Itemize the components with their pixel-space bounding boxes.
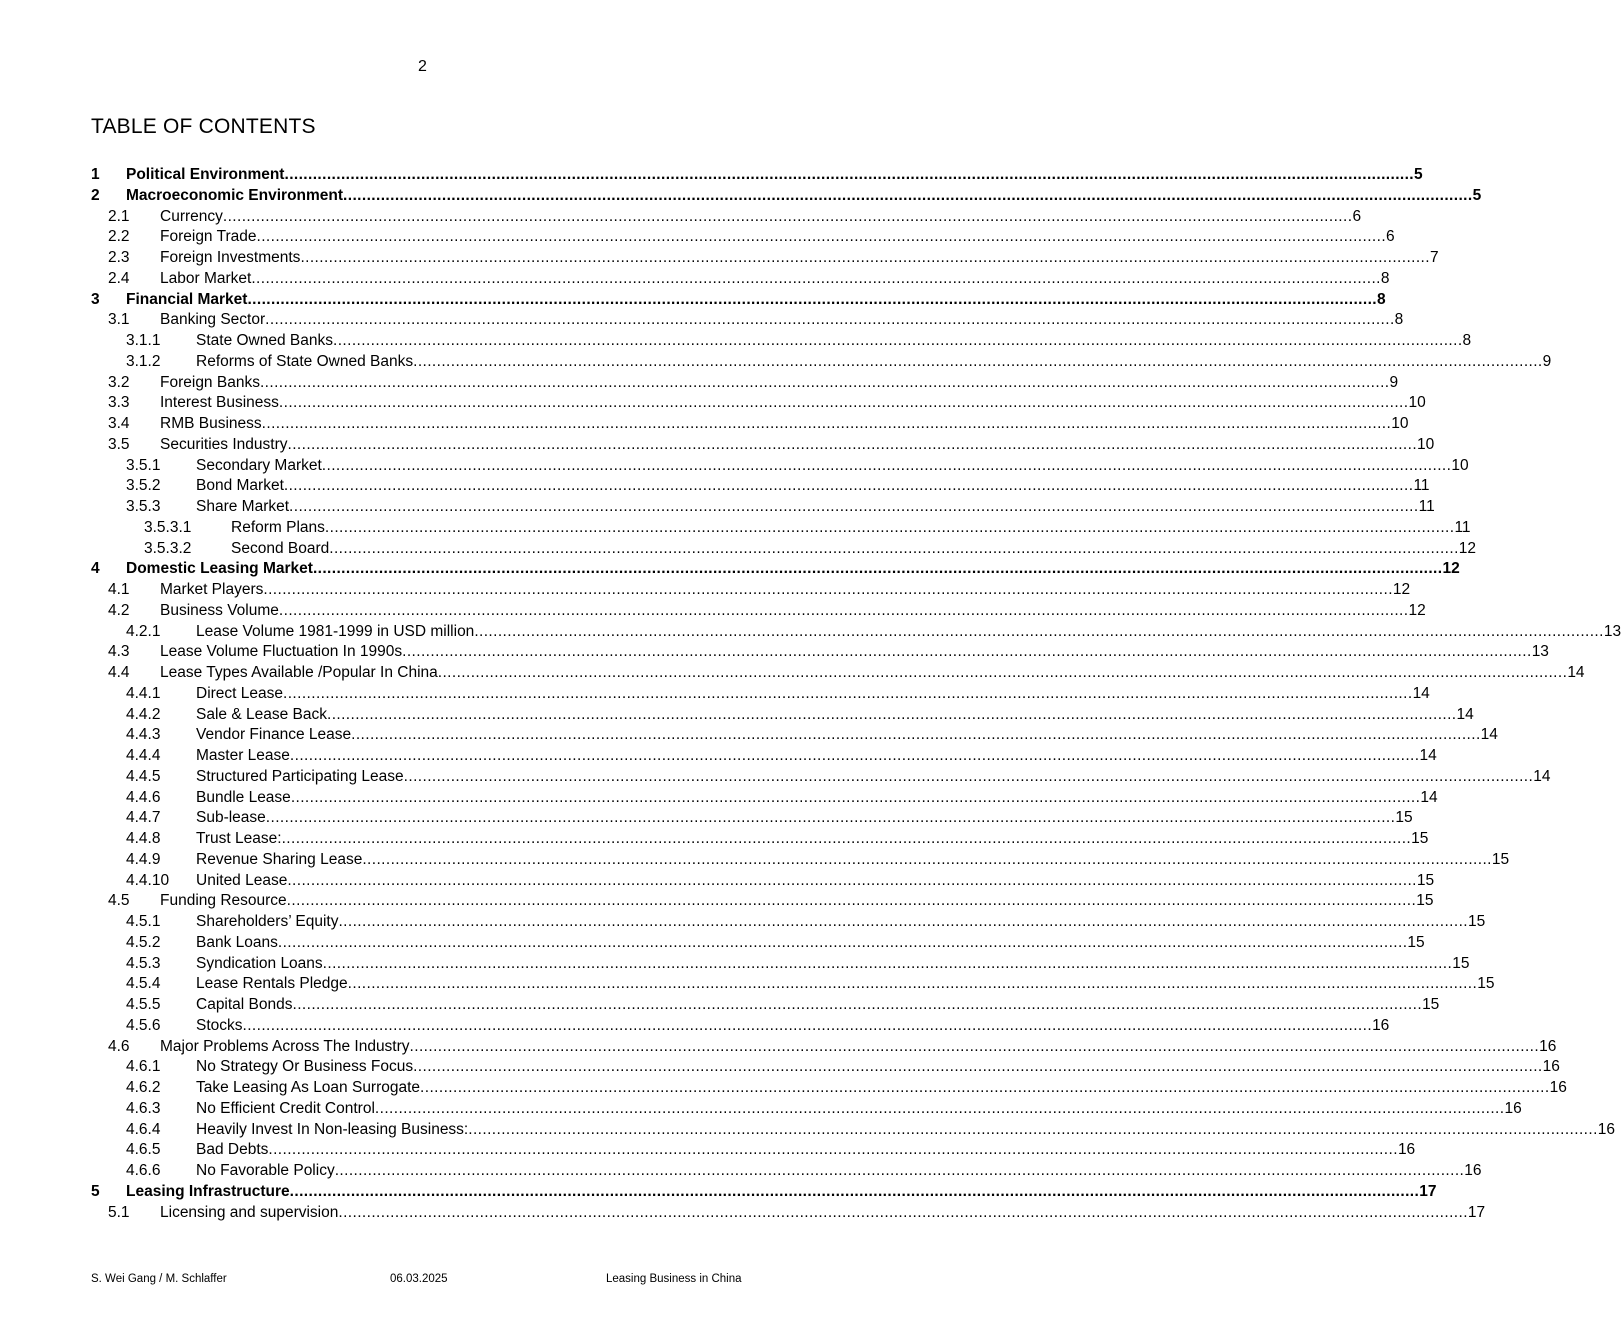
toc-entry[interactable]: [91, 808, 1413, 829]
toc-entry-number: 4.5.1: [126, 913, 161, 930]
toc-entry[interactable]: [91, 829, 1429, 850]
toc-entry-title: Syndication Loans: [196, 954, 323, 972]
toc-entry-number: 3: [91, 290, 100, 308]
toc-entry-title: Secondary Market: [196, 456, 322, 474]
toc-leader-dots: [325, 518, 1455, 539]
toc-entry[interactable]: [91, 393, 1426, 414]
toc-entry-number: 4.4.3: [126, 726, 161, 744]
toc-entry[interactable]: [91, 559, 1460, 580]
toc-entry-number: 5.1: [108, 1203, 130, 1221]
toc-entry-page: 11: [1418, 498, 1435, 515]
footer-date: 06.03.2025: [390, 1273, 448, 1285]
toc-entry[interactable]: [91, 912, 1486, 933]
toc-entry[interactable]: [91, 850, 1510, 871]
toc-entry-title: Take Leasing As Loan Surrogate: [196, 1079, 421, 1096]
toc-entry-page: 14: [1456, 705, 1474, 723]
toc-leader-dots: [410, 1037, 1540, 1058]
toc-leader-dots: [268, 1140, 1398, 1161]
toc-entry-page: 8: [1394, 311, 1404, 329]
toc-entry-number: 4.4.10: [126, 871, 170, 889]
toc-leader-dots: [260, 373, 1390, 394]
toc-entry-page: 14: [1533, 767, 1551, 785]
toc-entry[interactable]: [91, 331, 1472, 352]
toc-entry[interactable]: [91, 622, 1621, 643]
toc-entry[interactable]: [91, 165, 1423, 186]
toc-entry-title: Second Board: [231, 539, 330, 557]
toc-entry-page: 9: [1389, 373, 1399, 391]
toc-entry[interactable]: [91, 1140, 1416, 1161]
toc-entry-title: No Strategy Or Business Focus: [196, 1058, 414, 1076]
toc-entry-page: 16: [1549, 1079, 1567, 1096]
toc-leader-dots: [438, 663, 1568, 684]
toc-entry-number: 4.5.4: [126, 975, 161, 993]
toc-entry-page: 8: [1462, 332, 1472, 349]
toc-leader-dots: [288, 435, 1418, 456]
toc-entry-title: Lease Volume 1981-1999 in USD million: [196, 622, 475, 640]
toc-leader-dots: [348, 974, 1478, 995]
toc-entry-number: 4.2.1: [126, 622, 161, 640]
toc-entry-number: 4.4: [108, 664, 130, 681]
toc-entry[interactable]: [91, 414, 1409, 435]
toc-entry-page: 10: [1408, 394, 1426, 412]
toc-entry-page: 15: [1411, 830, 1429, 847]
toc-entry-title: Bank Loans: [196, 933, 278, 951]
toc-entry[interactable]: [91, 310, 1404, 331]
toc-entry[interactable]: [91, 456, 1469, 477]
toc-entry-number: 4.5.2: [126, 933, 161, 951]
toc-entry-number: 2.1: [108, 207, 130, 225]
toc-entry-page: 16: [1504, 1099, 1522, 1117]
toc-entry-page: 12: [1392, 581, 1411, 598]
toc-entry-number: 4.5.6: [126, 1016, 161, 1034]
toc-entry-number: 2: [91, 186, 100, 204]
toc-leader-dots: [283, 684, 1413, 705]
toc-entry-title: RMB Business: [160, 415, 262, 432]
toc-entry[interactable]: [91, 1161, 1482, 1182]
toc-entry[interactable]: [91, 995, 1440, 1016]
toc-entry-title: Revenue Sharing Lease: [196, 850, 363, 868]
toc-entry-page: 12: [1458, 539, 1477, 557]
toc-entry-number: 2.4: [108, 269, 130, 287]
toc-entry-page: 6: [1386, 228, 1395, 246]
toc-entry[interactable]: [91, 891, 1434, 912]
toc-leader-dots: [282, 829, 1412, 850]
toc-entry-title: Labor Market: [160, 269, 252, 287]
toc-entry-title: Bad Debts: [196, 1141, 269, 1159]
toc-entry-number: 4.4.2: [126, 705, 161, 723]
toc-leader-dots: [313, 559, 1443, 580]
toc-entry-page: 16: [1372, 1016, 1390, 1034]
toc-entry[interactable]: [91, 207, 1362, 228]
toc-entry-title: Domestic Leasing Market: [126, 560, 313, 578]
toc-entry-number: 3.1: [108, 311, 130, 329]
toc-entry-page: 8: [1377, 290, 1386, 308]
toc-entry[interactable]: [91, 871, 1435, 892]
toc-entry-page: 7: [1429, 249, 1439, 266]
toc-entry[interactable]: [91, 705, 1474, 726]
toc-entry-title: Leasing Infrastructure: [126, 1182, 290, 1200]
toc-leader-dots: [287, 871, 1417, 892]
toc-leader-dots: [338, 912, 1468, 933]
toc-entry-title: Funding Resource: [160, 892, 287, 910]
toc-leader-dots: [284, 476, 1414, 497]
toc-leader-dots: [474, 622, 1604, 643]
toc-entry-number: 4.6.6: [126, 1162, 161, 1179]
toc-entry-title: Business Volume: [160, 601, 279, 619]
toc-leader-dots: [333, 331, 1463, 352]
toc-entry-title: Stocks: [196, 1016, 243, 1034]
toc-entry[interactable]: [91, 746, 1437, 767]
toc-leader-dots: [263, 580, 1393, 601]
toc-entry-page: 10: [1417, 435, 1435, 453]
toc-leader-dots: [375, 1099, 1505, 1120]
toc-entry-number: 4.4.8: [126, 830, 161, 847]
toc-leader-dots: [322, 456, 1452, 477]
toc-entry-page: 16: [1597, 1120, 1616, 1138]
toc-entry-number: 4.4.1: [126, 684, 161, 702]
toc-entry[interactable]: [91, 1182, 1437, 1203]
toc-entry-number: 4.2: [108, 601, 130, 619]
toc-entry-title: Sub-lease: [196, 809, 266, 827]
toc-entry-page: 14: [1420, 788, 1438, 806]
toc-entry-page: 15: [1477, 975, 1495, 993]
toc-entry[interactable]: [91, 933, 1425, 954]
toc-leader-dots: [300, 248, 1430, 269]
toc-entry-page: 14: [1480, 726, 1498, 744]
toc-entry[interactable]: [91, 290, 1386, 311]
toc-entry-page: 8: [1380, 269, 1390, 287]
toc-entry-title: Licensing and supervision: [160, 1203, 339, 1221]
toc-entry-title: Foreign Investments: [160, 249, 301, 266]
page-number: 2: [418, 58, 427, 75]
toc-leader-dots: [413, 352, 1543, 373]
toc-entry-page: 11: [1454, 518, 1471, 536]
toc-entry[interactable]: [91, 601, 1426, 622]
toc-entry-title: Political Environment: [126, 166, 285, 183]
toc-entry-title: Direct Lease: [196, 684, 284, 702]
toc-entry-title: Currency: [160, 207, 223, 225]
toc-entry[interactable]: [91, 518, 1471, 539]
toc-entry-title: No Favorable Policy: [196, 1162, 335, 1179]
toc-entry-title: Reforms of State Owned Banks: [196, 352, 414, 370]
toc-leader-dots: [420, 1078, 1550, 1099]
table-of-contents: [91, 165, 1621, 1223]
toc-entry-number: 3.3: [108, 394, 130, 412]
toc-entry-page: 13: [1531, 643, 1549, 661]
toc-entry[interactable]: [91, 725, 1498, 746]
toc-leader-dots: [329, 539, 1459, 560]
toc-entry[interactable]: [91, 476, 1430, 497]
toc-entry[interactable]: [91, 1099, 1522, 1120]
toc-entry-title: Heavily Invest In Non-leasing Business:: [196, 1120, 469, 1138]
toc-entry-number: 4.4.4: [126, 747, 161, 764]
toc-leader-dots: [293, 995, 1423, 1016]
toc-leader-dots: [223, 207, 1353, 228]
toc-entry-number: 5: [91, 1182, 100, 1200]
toc-entry-number: 4.4.7: [126, 809, 161, 827]
toc-entry[interactable]: [91, 248, 1439, 269]
toc-leader-dots: [351, 725, 1481, 746]
toc-entry-page: 6: [1352, 207, 1362, 225]
toc-entry-page: 15: [1416, 871, 1435, 889]
toc-leader-dots: [287, 891, 1417, 912]
toc-entry[interactable]: [91, 269, 1390, 290]
toc-entry-number: 4.5: [108, 892, 130, 910]
toc-entry-title: Major Problems Across The Industry: [160, 1037, 410, 1055]
toc-leader-dots: [468, 1120, 1598, 1141]
toc-entry-page: 10: [1391, 415, 1409, 432]
toc-entry-number: 3.5.3.2: [144, 539, 192, 557]
toc-entry-title: Financial Market: [126, 290, 248, 308]
toc-entry[interactable]: [91, 767, 1551, 788]
toc-entry-page: 15: [1468, 913, 1486, 930]
toc-entry-page: 10: [1451, 456, 1469, 474]
toc-entry[interactable]: [91, 580, 1411, 601]
toc-entry-number: 4.5.5: [126, 996, 161, 1013]
toc-entry-title: Lease Rentals Pledge: [196, 975, 348, 993]
toc-entry-page: 16: [1542, 1058, 1560, 1076]
toc-entry-title: Interest Business: [160, 394, 279, 412]
toc-entry-page: 16: [1539, 1037, 1557, 1055]
toc-entry-title: Capital Bonds: [196, 996, 293, 1013]
toc-entry-number: 3.5.2: [126, 477, 161, 495]
toc-entry-page: 15: [1407, 933, 1425, 951]
toc-entry-page: 17: [1467, 1203, 1486, 1221]
toc-entry[interactable]: [91, 497, 1435, 518]
toc-entry-number: 2.2: [108, 228, 130, 246]
toc-leader-dots: [279, 601, 1409, 622]
toc-leader-dots: [404, 767, 1534, 788]
toc-leader-dots: [243, 1016, 1373, 1037]
toc-entry-number: 4.4.5: [126, 767, 161, 785]
footer-document-title: Leasing Business in China: [606, 1273, 742, 1285]
toc-entry[interactable]: [91, 227, 1395, 248]
toc-entry-page: 14: [1412, 684, 1430, 702]
toc-entry-title: Sale & Lease Back: [196, 705, 327, 723]
footer-authors: S. Wei Gang / M. Schlaffer: [91, 1273, 227, 1285]
toc-entry[interactable]: [91, 1037, 1557, 1058]
toc-entry-number: 4.4.6: [126, 788, 161, 806]
toc-leader-dots: [323, 954, 1453, 975]
toc-entry-number: 4.6.4: [126, 1120, 161, 1138]
toc-entry-number: 4.4.9: [126, 850, 161, 868]
toc-entry-page: 12: [1408, 601, 1426, 619]
toc-entry-page: 5: [1472, 186, 1482, 204]
toc-entry-number: 4.5.3: [126, 954, 161, 972]
toc-entry-page: 15: [1452, 954, 1470, 972]
toc-entry-page: 15: [1491, 850, 1510, 868]
toc-entry[interactable]: [91, 663, 1585, 684]
toc-entry-number: 4.6.2: [126, 1079, 161, 1096]
toc-leader-dots: [338, 1203, 1468, 1224]
toc-entry-page: 15: [1395, 809, 1413, 827]
toc-entry-page: 15: [1416, 892, 1434, 910]
toc-entry-title: Trust Lease:: [196, 830, 282, 847]
toc-entry-page: 16: [1397, 1141, 1416, 1159]
toc-entry-title: No Efficient Credit Control: [196, 1099, 375, 1117]
toc-entry-title: Banking Sector: [160, 311, 266, 329]
toc-entry-title: Foreign Trade: [160, 228, 257, 246]
toc-entry[interactable]: [91, 1057, 1560, 1078]
toc-leader-dots: [278, 933, 1408, 954]
toc-entry-title: Bundle Lease: [196, 788, 291, 806]
toc-entry-number: 3.5.3.1: [144, 518, 192, 536]
toc-leader-dots: [257, 227, 1387, 248]
toc-entry[interactable]: [91, 539, 1477, 560]
toc-leader-dots: [247, 290, 1377, 311]
toc-entry-title: United Lease: [196, 871, 288, 889]
toc-leader-dots: [335, 1161, 1465, 1182]
toc-leader-dots: [265, 310, 1395, 331]
toc-leader-dots: [290, 1182, 1420, 1203]
toc-entry[interactable]: [91, 1078, 1567, 1099]
toc-entry-page: 17: [1419, 1182, 1437, 1200]
toc-entry-number: 3.1.1: [126, 332, 161, 349]
toc-entry-title: Market Players: [160, 581, 264, 598]
toc-entry-page: 5: [1414, 166, 1423, 183]
toc-entry[interactable]: [91, 684, 1430, 705]
toc-entry[interactable]: [91, 1016, 1390, 1037]
toc-entry-number: 4.6.3: [126, 1099, 161, 1117]
toc-entry[interactable]: [91, 435, 1435, 456]
toc-entry-page: 16: [1464, 1162, 1482, 1179]
toc-entry-page: 14: [1567, 664, 1585, 681]
toc-entry-title: Master Lease: [196, 747, 290, 764]
toc-entry-number: 3.1.2: [126, 352, 161, 370]
toc-entry-number: 4: [91, 560, 100, 578]
toc-entry-title: Lease Types Available /Popular In China: [160, 664, 438, 681]
toc-leader-dots: [413, 1057, 1543, 1078]
toc-entry-title: Structured Participating Lease: [196, 767, 404, 785]
toc-entry-number: 3.2: [108, 373, 130, 391]
toc-entry-number: 1: [91, 166, 100, 183]
toc-entry-number: 4.3: [108, 643, 130, 661]
toc-entry-page: 15: [1422, 996, 1440, 1013]
toc-leader-dots: [262, 414, 1392, 435]
toc-entry-number: 4.6.1: [126, 1058, 161, 1076]
toc-entry-title: Vendor Finance Lease: [196, 726, 352, 744]
toc-entry-title: Securities Industry: [160, 435, 288, 453]
toc-leader-dots: [266, 808, 1396, 829]
toc-entry-page: 14: [1419, 747, 1437, 764]
toc-entry[interactable]: [91, 642, 1549, 663]
toc-entry-number: 4.6.5: [126, 1141, 161, 1159]
page-title: TABLE OF CONTENTS: [91, 115, 316, 138]
toc-entry[interactable]: [91, 352, 1552, 373]
toc-entry[interactable]: [91, 974, 1495, 995]
toc-entry-page: 11: [1413, 477, 1430, 495]
toc-leader-dots: [327, 705, 1457, 726]
toc-entry-title: Bond Market: [196, 477, 284, 495]
toc-leader-dots: [402, 642, 1532, 663]
toc-entry-number: 4.1: [108, 581, 130, 598]
toc-leader-dots: [289, 497, 1419, 518]
toc-entry-title: Reform Plans: [231, 518, 325, 536]
toc-entry-title: Lease Volume Fluctuation In 1990s: [160, 643, 403, 661]
toc-entry-number: 4.6: [108, 1037, 130, 1055]
toc-entry-number: 2.3: [108, 249, 130, 266]
toc-leader-dots: [343, 186, 1473, 207]
toc-entry-number: 3.5.1: [126, 456, 161, 474]
toc-leader-dots: [291, 788, 1421, 809]
toc-leader-dots: [284, 165, 1414, 186]
toc-entry-number: 3.5.3: [126, 498, 161, 515]
toc-entry-title: Shareholders’ Equity: [196, 913, 339, 930]
toc-entry-title: Share Market: [196, 498, 290, 515]
toc-entry-number: 3.5: [108, 435, 130, 453]
toc-entry[interactable]: [91, 788, 1438, 809]
toc-entry[interactable]: [91, 1203, 1486, 1224]
toc-leader-dots: [362, 850, 1492, 871]
toc-entry[interactable]: [91, 954, 1470, 975]
toc-entry-title: State Owned Banks: [196, 332, 333, 349]
toc-entry-number: 3.4: [108, 415, 130, 432]
toc-entry[interactable]: [91, 373, 1399, 394]
toc-entry-page: 12: [1442, 560, 1460, 578]
toc-entry-title: Foreign Banks: [160, 373, 260, 391]
toc-leader-dots: [279, 393, 1409, 414]
toc-leader-dots: [251, 269, 1381, 290]
toc-entry-page: 13: [1603, 622, 1621, 640]
toc-entry-page: 9: [1542, 352, 1552, 370]
toc-entry[interactable]: [91, 186, 1482, 207]
toc-entry[interactable]: [91, 1120, 1616, 1141]
toc-leader-dots: [290, 746, 1420, 767]
toc-entry-title: Macroeconomic Environment: [126, 186, 344, 204]
